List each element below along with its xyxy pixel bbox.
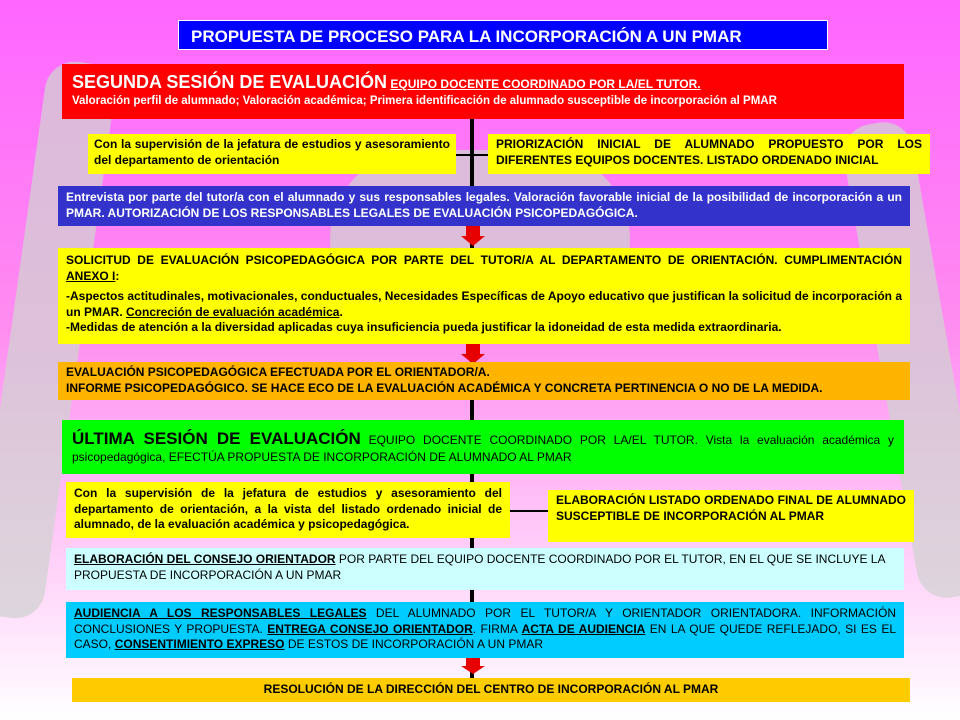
consejo-box [66, 548, 904, 590]
anexo-link[interactable]: ANEXO I [66, 268, 116, 283]
audiencia-text-4: DE ESTOS DE INCORPORACIÓN A UN PMAR [287, 637, 544, 652]
consejo-orientador-link[interactable]: ELABORACIÓN DEL CONSEJO ORIENTADOR [74, 552, 336, 566]
audiencia-text-1: DEL ALUMNADO POR EL TUTOR/A Y ORIENTADOR ORIENTADORA. INFORMACIÓN CONCLUSIONES Y PROPUESTA. [74, 606, 896, 636]
audiencia-text-3: EN LA QUE QUEDE REFLEJADO, SI ES EL CASO, [74, 621, 897, 652]
evaluacion-box [58, 362, 910, 400]
priorizacion-box: PRIORIZACIÓN INICIAL DE ALUMNADO PROPUESTO POR LOS DIFERENTES EQUIPOS DOCENTES. LISTADO ORDENADO INICIAL [488, 134, 930, 174]
solicitud-bullet-2: -Medidas de atención a la diversidad aplicadas cuya insuficiencia pueda justificar la idoneidad de esta medida extraordinaria. [66, 320, 782, 335]
ultima-sesion-box [62, 420, 904, 474]
audiencia-box [66, 602, 904, 658]
consejo-text: POR PARTE DEL EQUIPO DOCENTE COORDINADO POR EL TUTOR, EN EL QUE SE INCLUYE LA PROPUESTA DE INCORPORACIÓN A UN PMAR [74, 552, 885, 582]
solicitud-box [58, 248, 910, 344]
entrega-consejo-link[interactable]: ENTREGA CONSEJO ORIENTADOR [267, 621, 473, 636]
page-title: PROPUESTA DE PROCESO PARA LA INCORPORACIÓN A UN PMAR [178, 20, 828, 50]
connector-line [456, 154, 488, 156]
solicitud-line: SOLICITUD DE EVALUACIÓN PSICOPEDAGÓGICA POR PARTE DEL TUTOR/A AL DEPARTAMENTO DE ORIENTACIÓN. CUMPLIMENTACIÓN [66, 253, 902, 267]
evaluacion-line-2: INFORME PSICOPEDAGÓGICO. SE HACE ECO DE LA EVALUACIÓN ACADÉMICA Y CONCRETA PERTINENCIA O NO DE LA MEDIDA. [66, 380, 823, 395]
solicitud-colon: : [115, 268, 120, 283]
listado-final-box: ELABORACIÓN LISTADO ORDENADO FINAL DE ALUMNADO SUSCEPTIBLE DE INCORPORACIÓN AL PMAR [548, 490, 914, 542]
solicitud-period: . [339, 304, 343, 319]
down-arrow [461, 658, 485, 674]
down-arrow [461, 226, 485, 246]
solicitud-bullet-1: -Aspectos actitudinales, motivacionales, conductuales, Necesidades Específicas de Apoyo educativo que justifican la solicitud de incorporación a un PMAR. [66, 289, 902, 319]
supervision-box-2: Con la supervisión de la jefatura de estudios y asesoramiento del departamento de orientación, a la vista del listado ordenado inicial de alumnado, de la evaluación académica y psicopedagógica. [66, 482, 510, 538]
entrevista-box: Entrevista por parte del tutor/a con el alumnado y sus responsables legales. Valoración favorable inicial de la posibilidad de incorporación a un PMAR. AUTORIZACIÓN DE LOS RESPONSABLES LEGALES DE EVALUACIÓN PSICOPEDAGÓGICA. [58, 186, 910, 226]
segunda-sesion-box [62, 64, 904, 119]
segunda-sesion-heading: SEGUNDA SESIÓN DE EVALUACIÓN [72, 72, 388, 92]
acta-audiencia-link[interactable]: ACTA DE AUDIENCIA [521, 621, 646, 636]
consentimiento-link[interactable]: CONSENTIMIENTO EXPRESO [114, 637, 285, 652]
resolucion-box: RESOLUCIÓN DE LA DIRECCIÓN DEL CENTRO DE INCORPORACIÓN AL PMAR [72, 678, 910, 702]
concrecion-link[interactable]: Concreción de evaluación académica [126, 304, 340, 319]
down-arrow [461, 344, 485, 364]
connector-line [510, 510, 548, 512]
audiencia-link[interactable]: AUDIENCIA A LOS RESPONSABLES LEGALES [74, 606, 367, 620]
audiencia-text-2: . FIRMA [472, 621, 518, 636]
ultima-sesion-detail: EQUIPO DOCENTE COORDINADO POR LA/EL TUTOR. Vista la evaluación académica y psicopedagógica, EFECTÚA PROPUESTA DE INCORPORACIÓN DE ALUMNADO AL PMAR [72, 433, 894, 465]
ultima-sesion-heading: ÚLTIMA SESIÓN DE EVALUACIÓN [72, 429, 361, 448]
segunda-sesion-detail: Valoración perfil de alumnado; Valoración académica; Primera identificación de alumnado susceptible de incorporación al PMAR [72, 95, 777, 108]
evaluacion-line-1: EVALUACIÓN PSICOPEDAGÓGICA EFECTUADA POR EL ORIENTADOR/A. [66, 365, 490, 379]
segunda-sesion-subheading: EQUIPO DOCENTE COORDINADO POR LA/EL TUTOR. [390, 77, 701, 91]
supervision-box-1: Con la supervisión de la jefatura de estudios y asesoramiento del departamento de orientación [88, 134, 456, 174]
